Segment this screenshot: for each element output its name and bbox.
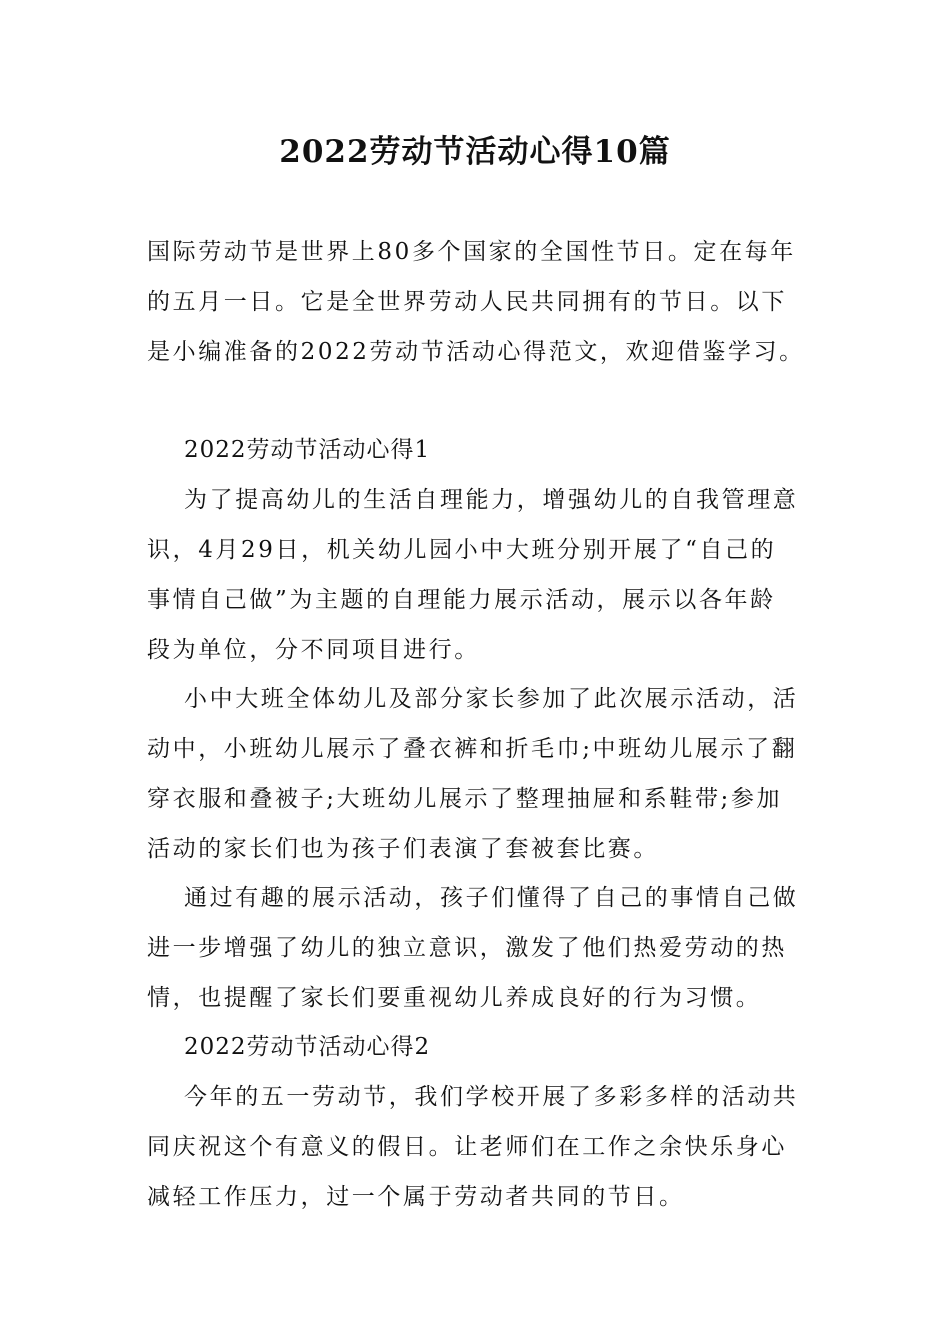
document-title: 2022劳动节活动心得10篇 [279, 134, 671, 170]
section2-p1-line-2: 同庆祝这个有意义的假日。让老师们在工作之余快乐身心 [147, 1134, 787, 1160]
section2-p1-line-3: 减轻工作压力，过一个属于劳动者共同的节日。 [147, 1184, 685, 1210]
section1-p3-line-2: 进一步增强了幼儿的独立意识，激发了他们热爱劳动的热 [147, 935, 787, 961]
intro-line-1: 国际劳动节是世界上80多个国家的全国性节日。定在每年 [147, 239, 796, 265]
section1-p2-line-1: 小中大班全体幼儿及部分家长参加了此次展示活动，活 [184, 686, 799, 712]
intro-line-3: 是小编准备的2022劳动节活动心得范文，欢迎借鉴学习。 [147, 339, 805, 365]
section1-p1-line-2: 识，4月29日，机关幼儿园小中大班分别开展了“自己的 [147, 537, 777, 563]
section2-heading: 2022劳动节活动心得2 [184, 1034, 431, 1060]
section1-p3-line-3: 情，也提醒了家长们要重视幼儿养成良好的行为习惯。 [147, 985, 762, 1011]
section1-p3-line-1: 通过有趣的展示活动，孩子们懂得了自己的事情自己做 [184, 885, 799, 911]
section1-heading: 2022劳动节活动心得1 [184, 437, 431, 463]
section1-p2-line-2: 动中，小班幼儿展示了叠衣裤和折毛巾;中班幼儿展示了翻 [147, 736, 798, 762]
intro-line-2: 的五月一日。它是全世界劳动人民共同拥有的节日。以下 [147, 289, 787, 315]
section2-p1-line-1: 今年的五一劳动节，我们学校开展了多彩多样的活动共 [184, 1084, 799, 1110]
section1-p2-line-3: 穿衣服和叠被子;大班幼儿展示了整理抽屉和系鞋带;参加 [147, 786, 783, 812]
section1-p1-line-4: 段为单位，分不同项目进行。 [147, 637, 480, 663]
section1-p2-line-4: 活动的家长们也为孩子们表演了套被套比赛。 [147, 836, 659, 862]
section1-p1-line-1: 为了提高幼儿的生活自理能力，增强幼儿的自我管理意 [184, 487, 799, 513]
section1-p1-line-3: 事情自己做”为主题的自理能力展示活动，展示以各年龄 [147, 587, 776, 613]
